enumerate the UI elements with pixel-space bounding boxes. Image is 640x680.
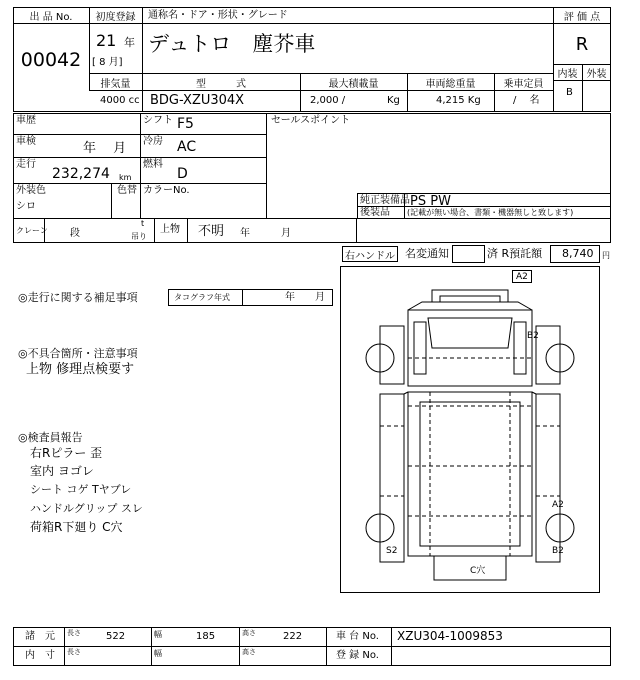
name-door-grade-label: 通称名・ドア・形状・グレード [148,10,288,21]
gross-weight: 4,215 Kg [436,95,481,106]
yen-unit: 円 [602,251,610,260]
ac-value: AC [177,139,197,155]
height-value: 222 [283,631,303,642]
inner-width-label: 幅 [154,649,162,658]
exterior-label: 外装 [586,69,607,80]
defects-line-1: 上物 修理点検要す [26,362,135,377]
first-registration-month: [ 8 月] [92,57,123,68]
upper-body-label: 上物 [160,224,180,235]
model-code: BDG-XZU304X [150,93,245,108]
fuel-label: 燃料 [143,159,163,170]
width-value: 185 [196,631,216,642]
upper-body-year: 年 [240,228,250,239]
driving-remarks-heading: ◎走行に関する補足事項 [18,291,138,304]
kg-unit: Kg [387,95,400,106]
crane-ton: t [141,219,145,228]
capacity-label: 乗車定員 [503,78,544,90]
exterior-color: シロ [16,201,36,212]
inspection-value: 年 月 [83,141,127,156]
shift-value: F5 [177,116,194,132]
upper-body-month: 月 [281,228,291,239]
crane-hook: 吊り [131,232,147,241]
sales-point-label: セールスポイント [271,115,351,126]
history-label: 車歴 [16,115,36,126]
tachograph-label: タコグラフ年式 [174,293,230,302]
length-value: 522 [106,631,126,642]
inspector-line-1: 右Rピラー 歪 [30,446,103,460]
gross-weight-label: 車両総重量 [425,78,476,90]
registration-label: 登 録 No. [336,650,379,661]
interior-grade: B [566,87,573,98]
crane-stage: 段 [70,228,80,239]
diagram-mark-a2-top: A2 [516,272,528,282]
equipment-value: PS PW [410,194,451,209]
ac-label: 冷房 [143,136,163,147]
inspector-line-4: ハンドルグリップ スレ [30,502,143,515]
length-label: 長さ [67,629,81,637]
color-code-label: カラーNo. [143,185,190,196]
truck-diagram [340,266,600,593]
upper-body-value: 不明 [198,224,225,239]
diagram-mark-s2: S2 [386,546,398,556]
name-change-label: 名変通知 [405,247,449,260]
inner-length-label: 長さ [67,648,81,656]
inner-height-label: 高さ [242,648,256,656]
exterior-color-label: 外装色 [16,185,46,196]
inspector-line-5: 荷箱R下廻り C穴 [30,520,123,534]
color-change-label: 色替 [117,185,137,196]
diagram-mark-c-hole: C穴 [470,566,486,576]
tachograph-value: 年 月 [285,292,325,303]
dimensions-label: 諸 元 [25,631,55,642]
aftermarket-note: (記載が無い場合、書類・機器無しと致します) [407,208,574,217]
diagram-mark-a2-rear: A2 [552,500,564,510]
inspector-heading: ◎検査員報告 [18,431,83,444]
inspection-label: 車検 [16,136,36,147]
diagram-mark-b2-cab: B2 [527,331,539,341]
chassis-label: 車 台 No. [336,631,379,642]
handle-value: 右ハンドル [345,250,395,262]
chassis-number: XZU304-1009853 [397,629,503,643]
max-load-label: 最大積載量 [328,78,379,90]
name-change-box [452,245,485,263]
max-load: 2,000 / [310,95,346,106]
first-registration-label: 初度登録 [95,12,136,23]
lot-number-label: 出 品 No. [29,12,73,23]
equipment-label: 純正装備品 [360,195,410,206]
shift-label: シフト [143,115,173,126]
defects-heading: ◎不具合箇所・注意事項 [18,347,138,360]
mileage-value: 232,274 [52,166,110,182]
interior-label: 内装 [557,69,578,80]
overall-rating: R [575,33,589,55]
recycle-label: 済 R預託額 [487,247,543,260]
fuel-value: D [177,166,188,182]
inspector-line-3: シート コゲ Tヤブレ [30,483,132,496]
inspector-line-2: 室内 ヨゴレ [30,464,94,478]
width-label: 幅 [154,630,162,639]
year-unit: 年 [124,36,135,49]
crane-label: クレーン [16,226,48,235]
inner-dimensions-label: 内 寸 [25,650,55,661]
recycle-amount: 8,740 [562,247,594,260]
diagram-mark-b2-rear: B2 [552,546,564,556]
displacement: 4000 cc [100,95,140,106]
rating-label: 評 価 点 [563,12,601,23]
height-label: 高さ [242,629,256,637]
km-unit: km [119,173,132,182]
displacement-label: 排気量 [100,78,131,90]
first-registration-year: 21 [96,31,117,50]
model-name: デュトロ 塵芥車 [148,32,316,56]
model-code-label: 型 式 [196,78,246,90]
mileage-label: 走行 [16,159,36,170]
lot-number: 00042 [20,49,82,71]
aftermarket-label: 後装品 [360,207,390,218]
capacity: / 名 [513,95,540,106]
